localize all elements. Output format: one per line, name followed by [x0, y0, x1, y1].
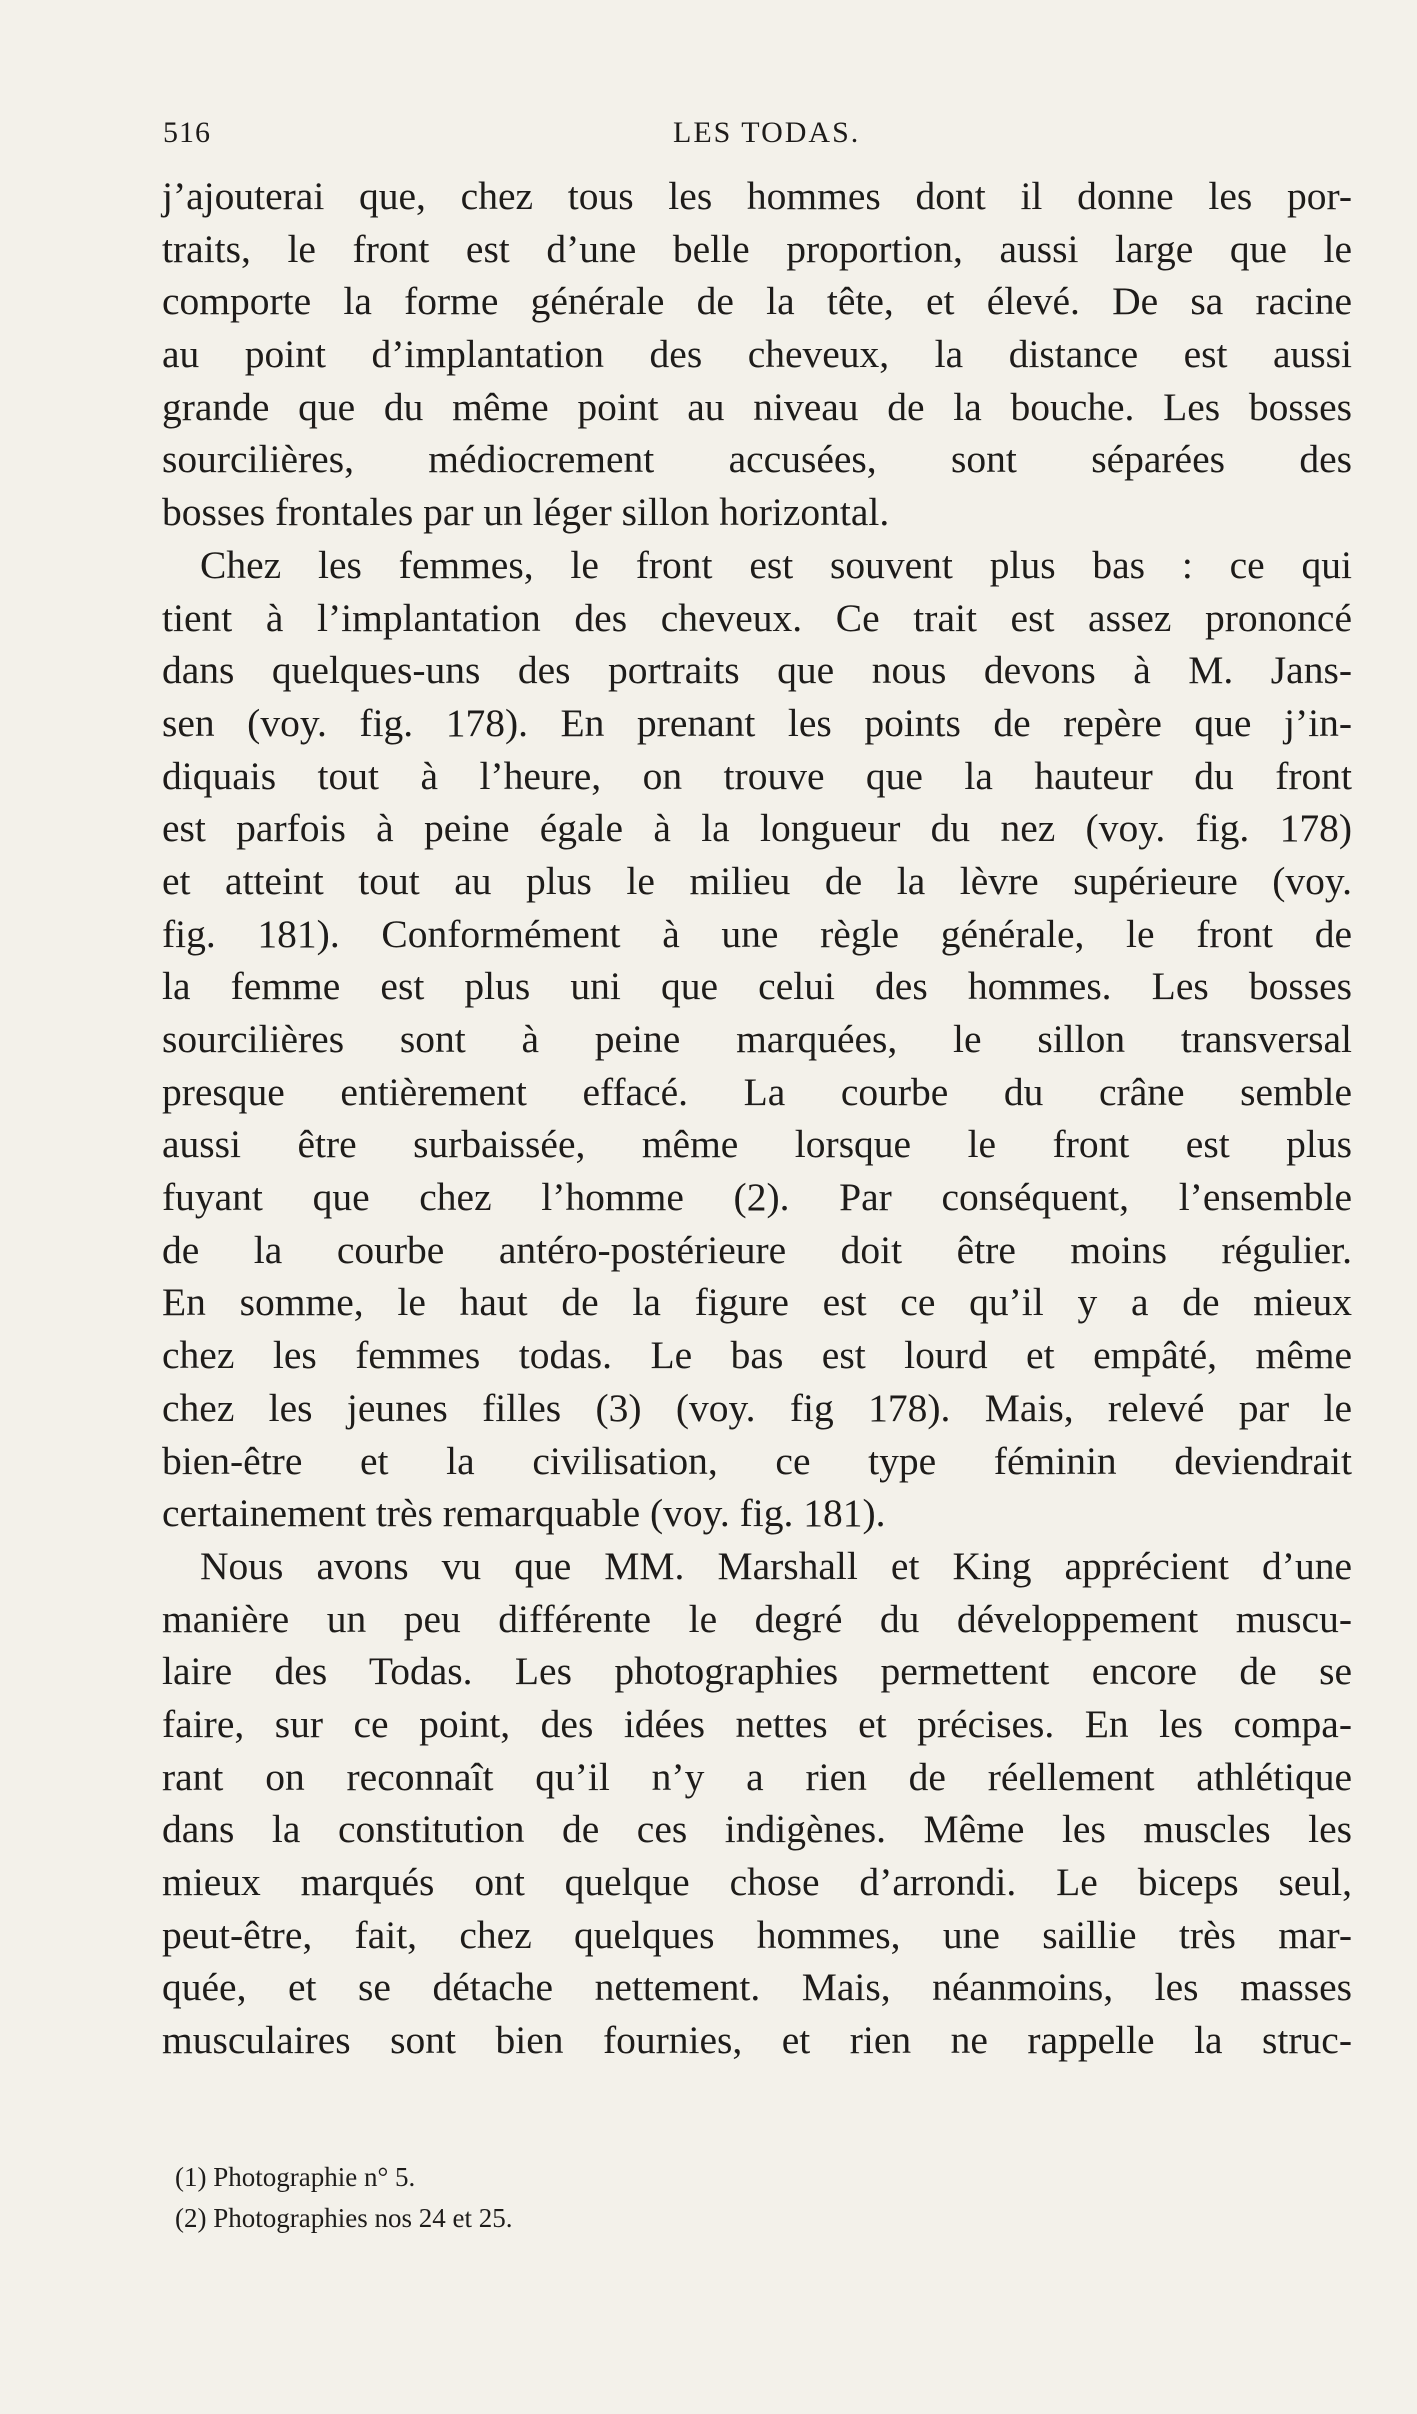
text-line: j’ajouterai que, chez tous les hommes dont il donne les por-: [162, 174, 1352, 218]
footnotes: [175, 2157, 1175, 2239]
text-line: Nous avons vu que MM. Marshall et King apprécient d’une: [200, 1543, 1352, 1588]
text-line: au point d’implantation des cheveux, la distance est aussi: [162, 332, 1352, 377]
running-title: LES TODAS.: [673, 116, 861, 149]
text-line: quée, et se détache nettement. Mais, néanmoins, les masses: [162, 1965, 1352, 2010]
text-line: chez les jeunes filles (3) (voy. fig 178). Mais, relevé par le: [162, 1385, 1352, 1430]
footnote: (1) Photographie n° 5.: [175, 2162, 416, 2192]
text-line: aussi être surbaissée, même lorsque le front est plus: [162, 1122, 1352, 1167]
text-line: et atteint tout au plus le milieu de la lèvre supérieure (voy.: [162, 858, 1352, 903]
text-line: dans la constitution de ces indigènes. Même les muscles les: [162, 1807, 1352, 1852]
text-line: de la courbe antéro-postérieure doit être moins régulier.: [162, 1227, 1352, 1272]
text-line: la femme est plus uni que celui des hommes. Les bosses: [162, 964, 1352, 1009]
text-line: dans quelques-uns des portraits que nous devons à M. Jans-: [162, 648, 1352, 693]
body-text: [162, 170, 1352, 2067]
text-line: sen (voy. fig. 178). En prenant les points de repère que j’in-: [162, 700, 1352, 745]
text-line: certainement très remarquable (voy. fig. 181).: [162, 1491, 886, 1536]
text-line: Chez les femmes, le front est souvent plus bas : ce qui: [200, 542, 1352, 587]
text-line: bosses frontales par un léger sillon horizontal.: [162, 490, 890, 535]
text-line: sourcilières sont à peine marquées, le sillon transversal: [162, 1017, 1352, 1061]
text-line: presque entièrement effacé. La courbe du crâne semble: [162, 1069, 1352, 1114]
text-line: fuyant que chez l’homme (2). Par conséquent, l’ensemble: [162, 1175, 1352, 1220]
text-line: faire, sur ce point, des idées nettes et précises. En les compa-: [162, 1701, 1352, 1746]
text-line: grande que du même point au niveau de la bouche. Les bosses: [162, 384, 1352, 429]
text-line: rant on reconnaît qu’il n’y a rien de réellement athlétique: [162, 1754, 1352, 1799]
footnote: (2) Photographies nos 24 et 25.: [175, 2203, 513, 2233]
text-line: peut-être, fait, chez quelques hommes, une saillie très mar-: [162, 1912, 1352, 1957]
text-line: traits, le front est d’une belle proportion, aussi large que le: [162, 226, 1352, 271]
text-line: comporte la forme générale de la tête, et élevé. De sa racine: [162, 279, 1352, 324]
text-line: laire des Todas. Les photographies permettent encore de se: [162, 1649, 1352, 1694]
page-header: [163, 116, 1353, 156]
text-line: est parfois à peine égale à la longueur du nez (voy. fig. 178): [162, 806, 1352, 851]
text-line: En somme, le haut de la figure est ce qu’il y a de mieux: [162, 1280, 1352, 1325]
text-line: chez les femmes todas. Le bas est lourd et empâté, même: [162, 1333, 1352, 1378]
text-line: diquais tout à l’heure, on trouve que la hauteur du front: [162, 753, 1352, 798]
text-line: sourcilières, médiocrement accusées, sont séparées des: [162, 437, 1352, 482]
page-number: 516: [163, 116, 211, 149]
text-line: mieux marqués ont quelque chose d’arrondi. Le biceps seul,: [162, 1860, 1352, 1904]
text-line: bien-être et la civilisation, ce type féminin deviendrait: [162, 1438, 1352, 1483]
text-line: manière un peu différente le degré du développement muscu-: [162, 1596, 1352, 1641]
text-line: fig. 181). Conformément à une règle générale, le front de: [162, 911, 1352, 956]
text-line: musculaires sont bien fournies, et rien ne rappelle la struc-: [162, 2018, 1352, 2063]
text-line: tient à l’implantation des cheveux. Ce trait est assez prononcé: [162, 595, 1352, 640]
